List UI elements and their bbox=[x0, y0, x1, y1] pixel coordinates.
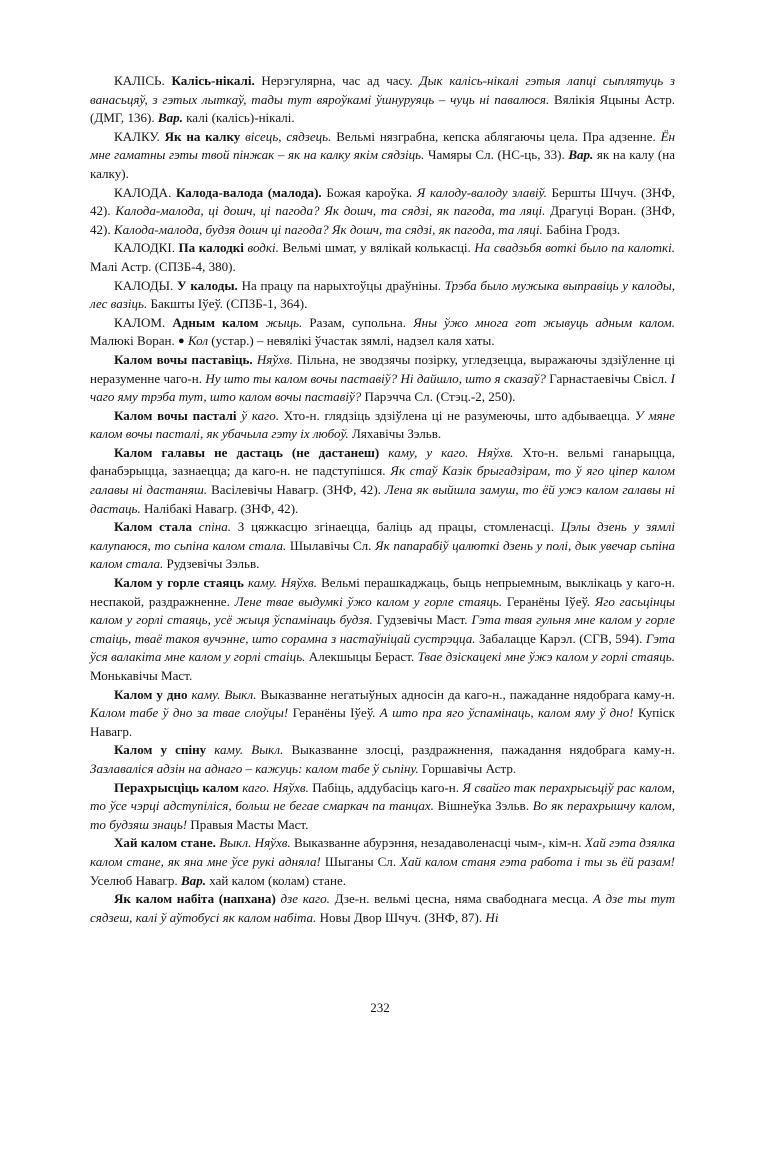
entry-illustration: ў каго. bbox=[241, 407, 279, 423]
entry-illustration: Хай калом станя гэта работа і ты зь ёй разам! bbox=[400, 853, 675, 869]
entry-text: Уселюб Навагр. bbox=[90, 872, 181, 888]
dictionary-entry bbox=[90, 184, 675, 240]
entry-illustration: Лене твае выдумкі ўжо калом у горле стаяць. bbox=[234, 593, 503, 609]
entry-text: На працу па нарыхтоўцы драўніны. bbox=[237, 277, 445, 293]
entry-illustration: А дзе ты тут сядзеш, калі ў аўтобусі як калом набіта. bbox=[90, 891, 676, 925]
entry-illustration: Калода-малода, будзя дошч ці пагода? Як дошч, та сядзі, як пагода, та ляці. bbox=[113, 221, 543, 237]
entry-illustration: Як папарабіў цалюткі дзень у полі, дык увечар сьпіна калом стала. bbox=[90, 537, 675, 572]
entry-illustration: Гэта ўся валакіта мне калом у горлі стаіць. bbox=[90, 630, 675, 665]
dictionary-entry bbox=[90, 890, 675, 927]
entry-illustration: Я калоду-валоду злавіў. bbox=[416, 184, 547, 200]
entry-illustration: Трэба было мужыка выправіць у калоды, лес вазіць. bbox=[90, 277, 676, 312]
entry-illustration: каму, у каго. Няўхв. bbox=[388, 444, 514, 460]
entry-text: Рудзевічы Зэльв. bbox=[163, 556, 260, 572]
entry-text: Бакшты Іўеў. (СПЗБ-1, 364). bbox=[147, 296, 308, 312]
entry-text: Правыя Масты Маст. bbox=[187, 816, 309, 832]
entry-illustration: Цэлы дзень у зямлі калупаюся, то сьпіна калом стала. bbox=[90, 519, 675, 553]
entry-illustration: Зазлаваліся адзін на аднаго – кажуць: калом табе ў сьпіну. bbox=[90, 760, 419, 776]
entry-illustration: Калом табе ў дно за твае слоўцы! bbox=[90, 705, 289, 721]
entry-illustration: Хай гэта дзялка калом стане, як яна мне ўсе рукі адняла! bbox=[90, 835, 676, 869]
entry-illustration: жыць. bbox=[265, 314, 303, 330]
entry-term: У калоды. bbox=[177, 277, 238, 293]
entry-text: З цяжкасцю згінаецца, баліць ад працы, стомленасці. bbox=[231, 519, 561, 535]
entry-text: Вельмі нязграбна, кепска аблягаючы цела. Пра адзенне. bbox=[331, 128, 661, 144]
dictionary-entry bbox=[90, 72, 675, 128]
entry-text: Шылавічы Сл. bbox=[286, 537, 376, 553]
entry-illustration: Ні bbox=[485, 909, 499, 925]
entry-illustration: Я свайго так перахрысьціў рас калом, то ўсе чэрці адступіліся, больш не бегае смаркач па танцах. bbox=[90, 779, 675, 814]
entry-term: Калом вочы паставіць. bbox=[114, 351, 253, 367]
entry-label: Вар. bbox=[568, 147, 594, 163]
entry-term: Калода-валода (малода). bbox=[175, 184, 322, 200]
dictionary-entry bbox=[90, 351, 675, 407]
entry-illustration: А што пра яго ўспамінаць, калом яму ў дно! bbox=[379, 705, 634, 721]
entry-term: Калом вочы пасталі bbox=[114, 407, 242, 423]
entry-text: Гудзевічы Маст. bbox=[372, 612, 472, 628]
entry-text: Ляхавічы Зэльв. bbox=[348, 426, 442, 442]
entry-term: Калом у горле стаяць bbox=[114, 575, 248, 591]
entry-term: Як калом набіта (напхана) bbox=[114, 891, 281, 907]
entry-text: Вельмі перашкаджаць, быць непрыемным, выклікаць у каго-н. неспакой, раздражненне. bbox=[90, 575, 675, 609]
entry-text: хай калом (колам) стане. bbox=[205, 872, 346, 888]
entry-text: КАЛКУ. bbox=[114, 128, 165, 144]
dictionary-entry bbox=[90, 779, 675, 835]
entry-text: Хто-н. вельмі ганарыцца, фанабэрыцца, зазнаецца; да каго-н. не падступішся. bbox=[90, 444, 675, 479]
dictionary-entry bbox=[90, 128, 675, 184]
entry-text: Выказванне злосці, раздражнення, пажадання нядобрага каму-н. bbox=[283, 742, 675, 758]
entry-illustration: Ён мне гаматны гэты твой пінжак – як на калку якім сядзіць. bbox=[90, 128, 676, 163]
entry-illustration: Во як перахрышчу калом, то будзяш знаць! bbox=[90, 798, 676, 832]
dictionary-entry bbox=[90, 277, 675, 314]
entry-text: Шыганы Сл. bbox=[320, 853, 401, 869]
entry-text: Пільна, не зводзячы позірку, угледзецца, выражаючы здзіўленне ці неразуменне чаго-н. bbox=[90, 351, 676, 386]
entry-text: КАЛІСЬ. bbox=[114, 73, 172, 88]
entry-illustration: Яго гасьцінцы калом у горлі стаяць, усё жыця ўспамінаць будзя. bbox=[90, 593, 676, 628]
entry-term: Калісь-нікалі. bbox=[171, 73, 255, 88]
entry-text: Нерэгулярна, час ад часу. bbox=[254, 73, 420, 88]
entry-illustration: Яны ўжо многа гот жывуць адным калом. bbox=[413, 314, 675, 330]
dictionary-entry bbox=[90, 407, 675, 444]
entry-text: Вялікія Яцыны Астр. (ДМГ, 136). bbox=[90, 91, 675, 126]
entry-term: Хай калом стане. bbox=[114, 835, 216, 851]
entry-text: КАЛОДКІ. bbox=[114, 240, 179, 256]
entry-text: Новы Двор Шчуч. (ЗНФ, 87). bbox=[316, 909, 486, 925]
entry-illustration: каму. Выкл. bbox=[191, 686, 257, 702]
entry-illustration: У мяне калом вочы пасталі, як убачыла гэту іх любоў. bbox=[90, 407, 675, 442]
entry-text: Гарнастаевічы Свісл. bbox=[545, 370, 671, 386]
dictionary-entry bbox=[90, 444, 675, 518]
entry-illustration: Ну што ты калом вочы паставіў? Ні дайшло, што я сказаў? bbox=[205, 370, 546, 386]
entry-illustration: Няўхв. bbox=[252, 351, 293, 367]
dictionary-entry bbox=[90, 239, 675, 276]
entry-illustration: каго. Няўхв. bbox=[242, 779, 309, 795]
entry-text: Дзе-н. вельмі цесна, няма свабоднага месца. bbox=[329, 891, 593, 907]
entry-text: Чамяры Сл. (НС-ць, 33). bbox=[424, 147, 569, 163]
dictionary-entry bbox=[90, 834, 675, 890]
entry-text: КАЛОДЫ. bbox=[114, 277, 178, 293]
entry-text: Малюкі Воран. bbox=[90, 333, 179, 349]
entry-term: Па калодкі bbox=[178, 240, 248, 256]
entry-text: Бершты Шчуч. (ЗНФ, 42). bbox=[90, 184, 675, 219]
entry-term: Перахрысціць калом bbox=[114, 779, 243, 795]
entry-text: Малі Астр. (СПЗБ-4, 380). bbox=[90, 258, 236, 274]
entry-text: Бабіна Гродз. bbox=[542, 221, 621, 237]
entry-illustration: Калода-малода, ці дошч, ці пагода? Як дошч, та сядзі, як пагода, та ляці. bbox=[115, 203, 546, 219]
entry-illustration: вісець, сядзець. bbox=[245, 128, 332, 144]
entry-text: Парэчча Сл. (Стэц.-2, 250). bbox=[361, 389, 516, 405]
entry-text: Божая кароўка. bbox=[321, 184, 417, 200]
entry-list bbox=[90, 72, 675, 927]
entry-term: Адным калом bbox=[172, 314, 266, 330]
dictionary-entry bbox=[90, 518, 675, 574]
entry-text: Алекшыцы Бераст. bbox=[305, 649, 418, 665]
bullet-icon: ● bbox=[178, 335, 185, 348]
entry-text: Купіск Навагр. bbox=[90, 705, 676, 739]
entry-text: Вельмі шмат, у вялікай колькасці. bbox=[278, 240, 475, 256]
entry-text: Пабіць, аддубасіць каго-н. bbox=[308, 779, 463, 795]
entry-text: (устар.) – невялікі ўчастак зямлі, надзел каля хаты. bbox=[208, 333, 495, 349]
dictionary-entry bbox=[90, 314, 675, 351]
entry-term: Калом у спіну bbox=[114, 742, 215, 758]
entry-text: Васілевічы Навагр. (ЗНФ, 42). bbox=[207, 482, 385, 498]
entry-illustration: Твае дзіскацекі мне ўжэ калом у горлі стаяць. bbox=[417, 649, 676, 665]
entry-text: Вішнеўка Зэльв. bbox=[433, 798, 533, 814]
entry-text: Выказванне негатыўных адносін да каго-н., пажаданне нядобрага каму-н. bbox=[256, 686, 676, 702]
dictionary-entry bbox=[90, 686, 675, 742]
entry-illustration: Як стаў Казік брыгадзірам, то ў яго ціпер калом галавы ні дастаняш. bbox=[90, 463, 675, 498]
entry-term: Калом стала bbox=[114, 519, 199, 535]
entry-illustration: Гэта твая гульня мне калом у горле стаіць, тваё такоя вучэнне, што сорамна з настаўніцай сустрэцца. bbox=[90, 612, 675, 646]
page-number: 232 bbox=[370, 1000, 390, 1015]
entry-illustration: водкі. bbox=[247, 240, 279, 256]
entry-illustration: На свадзьбя воткі было па калоткі. bbox=[474, 240, 675, 256]
entry-illustration: Выкл. Няўхв. bbox=[215, 835, 291, 851]
entry-illustration: Кол bbox=[187, 333, 209, 349]
entry-text: Горшавічы Астр. bbox=[418, 760, 517, 776]
entry-text: Драгуці Воран. (ЗНФ, 42). bbox=[90, 203, 676, 237]
entry-text: Монькавічы Маст. bbox=[90, 668, 193, 683]
entry-text: Геранёны Іўеў. bbox=[288, 705, 380, 721]
entry-term: Як на калку bbox=[164, 128, 246, 144]
entry-text: КАЛОДА. bbox=[114, 184, 176, 200]
entry-text: як на калу (на калку). bbox=[90, 147, 676, 181]
entry-text: Забалацце Карэл. (СГВ, 594). bbox=[475, 630, 646, 646]
entry-label: Вар. bbox=[180, 872, 206, 888]
entry-illustration: каму. Няўхв. bbox=[247, 575, 317, 591]
entry-term: Калом у дно bbox=[114, 686, 192, 702]
entry-text: калі (калісь)-нікалі. bbox=[182, 110, 295, 126]
dictionary-entry bbox=[90, 574, 675, 686]
entry-text: Налібакі Навагр. (ЗНФ, 42). bbox=[140, 500, 299, 516]
entry-text: КАЛОМ. bbox=[114, 314, 173, 330]
entry-text: Разам, супольна. bbox=[302, 314, 414, 330]
entry-term: Калом галавы не дастаць (не дастанеш) bbox=[114, 444, 389, 460]
entry-text: Хто-н. глядзіць здзіўлена ці не разумеючы, што адбываецца. bbox=[279, 407, 635, 423]
dictionary-entry bbox=[90, 741, 675, 778]
page-body bbox=[90, 72, 675, 927]
entry-illustration: спіна. bbox=[198, 519, 231, 535]
entry-label: Вар. bbox=[157, 110, 183, 126]
entry-text: Выказванне абурэння, незадаволенасці чым-, кім-н. bbox=[290, 835, 585, 851]
entry-illustration: І чаго яму трэба тут, што калом вочы паставіў? bbox=[90, 370, 675, 405]
entry-text: Геранёны Іўеў. bbox=[502, 593, 595, 609]
entry-illustration: Дык калісь-нікалі гэтыя лапці сыплятуць з ванасьцяў, з гэтых лыткаў, тады тут вяроўкамі ўшнуруяць – чуць ні павалюся. bbox=[90, 73, 675, 107]
entry-illustration: Лена як выйшла замуш, то ёй ужэ калом галавы ні дастаць. bbox=[90, 482, 675, 516]
entry-illustration: дзе каго. bbox=[280, 891, 330, 907]
entry-illustration: каму. Выкл. bbox=[214, 742, 284, 758]
